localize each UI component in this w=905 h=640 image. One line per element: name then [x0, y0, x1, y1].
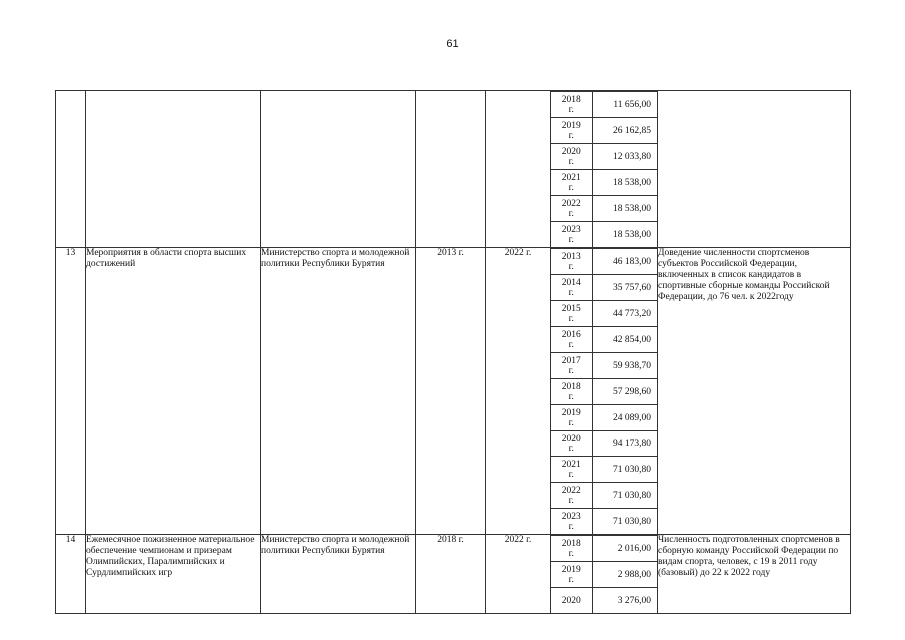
funding-year — [551, 275, 592, 301]
funding-year — [551, 249, 592, 275]
funding-year-row — [551, 327, 657, 353]
funding-year-suffix: г. — [568, 313, 574, 324]
funding-by-year — [551, 91, 658, 248]
funding-amount: 57 298,60 — [592, 379, 657, 405]
funding-year-value: 2022 — [561, 485, 581, 496]
funding-amount: 18 538,00 — [592, 222, 657, 248]
measure-end-date — [486, 91, 551, 248]
funding-year — [551, 379, 592, 405]
measure-start-date: 2018 г. — [416, 535, 486, 614]
funding-year-suffix: г. — [568, 130, 574, 141]
funding-amount: 44 773,20 — [592, 301, 657, 327]
table-row — [56, 535, 851, 614]
funding-amount: 94 173,80 — [592, 431, 657, 457]
measure-executor: Министерство спорта и молодежной политики Республики Бурятия — [261, 248, 416, 535]
funding-amount: 71 030,80 — [592, 483, 657, 509]
funding-year-value: 2020 — [561, 433, 581, 444]
funding-year-row — [551, 431, 657, 457]
funding-year-row — [551, 222, 657, 248]
funding-by-year — [551, 248, 658, 535]
funding-year — [551, 301, 592, 327]
funding-year-value: 2017 — [561, 355, 581, 366]
funding-year — [551, 327, 592, 353]
funding-year-row — [551, 353, 657, 379]
funding-year-row — [551, 170, 657, 196]
measure-number: 13 — [56, 248, 86, 535]
funding-year — [551, 536, 592, 562]
funding-year-suffix: г. — [568, 234, 574, 245]
measure-name — [86, 91, 261, 248]
funding-year-value: 2023 — [561, 511, 581, 522]
measure-name: Мероприятия в области спорта высших достижений — [86, 248, 261, 535]
measure-executor: Министерство спорта и молодежной политики Республики Бурятия — [261, 535, 416, 614]
funding-year-suffix: г. — [568, 261, 574, 272]
measure-end-date: 2022 г. — [486, 248, 551, 535]
funding-year-row — [551, 144, 657, 170]
funding-year-suffix: г. — [568, 495, 574, 506]
funding-year-row — [551, 562, 657, 588]
measure-name: Ежемесячное пожизненное материальное обеспечение чемпионам и призерам Олимпийских, Паралимпийских и Сурдлимпийских игр — [86, 535, 261, 614]
funding-year-row — [551, 536, 657, 562]
funding-year-value: 2021 — [561, 172, 581, 183]
funding-year — [551, 431, 592, 457]
funding-year — [551, 562, 592, 588]
funding-year — [551, 509, 592, 535]
funding-year-value: 2022 — [561, 198, 581, 209]
funding-year-suffix: г. — [568, 339, 574, 350]
funding-amount: 2 016,00 — [592, 536, 657, 562]
funding-year-value: 2014 — [561, 277, 581, 288]
funding-amount: 59 938,70 — [592, 353, 657, 379]
funding-amount: 18 538,00 — [592, 170, 657, 196]
funding-amount: 2 988,00 — [592, 562, 657, 588]
measure-start-date: 2013 г. — [416, 248, 486, 535]
funding-year-suffix: г. — [568, 574, 574, 585]
funding-year-suffix: г. — [568, 417, 574, 428]
funding-year — [551, 170, 592, 196]
funding-year-value: 2018 — [561, 538, 581, 549]
funding-amount: 11 656,00 — [592, 92, 657, 118]
funding-year-value: 2019 — [561, 120, 581, 131]
funding-year-suffix: г. — [568, 469, 574, 480]
table-row — [56, 91, 851, 248]
funding-by-year — [551, 535, 658, 614]
funding-year — [551, 196, 592, 222]
funding-year — [551, 353, 592, 379]
funding-year — [551, 405, 592, 431]
expected-result: Численность подготовленных спортсменов в сборную команду Российской Федерации по видам спорта, человек, с 19 в 2011 году (базовый) до 22 к 2022 году — [658, 535, 851, 614]
funding-amount: 71 030,80 — [592, 509, 657, 535]
funding-year-suffix: г. — [568, 182, 574, 193]
funding-year-value: 2016 — [561, 329, 581, 340]
funding-year-value: 2018 — [561, 381, 581, 392]
funding-amount: 3 276,00 — [592, 588, 657, 614]
funding-year-suffix: г. — [568, 156, 574, 167]
funding-year-row — [551, 249, 657, 275]
funding-year-row — [551, 275, 657, 301]
funding-year-row — [551, 405, 657, 431]
funding-amount: 26 162,85 — [592, 118, 657, 144]
funding-year-value: 2018 — [561, 94, 581, 105]
funding-year-suffix: г. — [568, 104, 574, 115]
funding-year-value: 2013 — [561, 251, 581, 262]
funding-year-value: 2015 — [561, 303, 581, 314]
funding-year-value: 2019 — [561, 407, 581, 418]
funding-amount: 71 030,80 — [592, 457, 657, 483]
funding-year-row — [551, 509, 657, 535]
funding-year-value: 2019 — [561, 564, 581, 575]
funding-year-row — [551, 457, 657, 483]
funding-amount: 18 538,00 — [592, 196, 657, 222]
funding-year-row — [551, 379, 657, 405]
funding-year-suffix: г. — [568, 365, 574, 376]
funding-amount: 46 183,00 — [592, 249, 657, 275]
funding-amount: 42 854,00 — [592, 327, 657, 353]
funding-year-suffix: г. — [568, 521, 574, 532]
funding-year-value: 2021 — [561, 459, 581, 470]
funding-amount: 35 757,60 — [592, 275, 657, 301]
funding-year — [551, 457, 592, 483]
funding-year-value: 2020 — [561, 146, 581, 157]
page-number: 61 — [446, 38, 459, 50]
funding-year — [551, 92, 592, 118]
funding-year — [551, 588, 592, 614]
expected-result: Доведение численности спортсменов субъектов Российской Федерации, включенных в список кандидатов в спортивные сборные команды Российской Федерации, до 76 чел. к 2022году — [658, 248, 851, 535]
funding-year-suffix: г. — [568, 391, 574, 402]
funding-year-row — [551, 118, 657, 144]
measure-end-date: 2022 г. — [486, 535, 551, 614]
funding-year — [551, 144, 592, 170]
funding-year-value: 2023 — [561, 224, 581, 235]
funding-year-row — [551, 588, 657, 614]
funding-year — [551, 222, 592, 248]
funding-year-suffix: г. — [568, 443, 574, 454]
expected-result — [658, 91, 851, 248]
funding-year — [551, 483, 592, 509]
funding-year-row — [551, 483, 657, 509]
measure-number — [56, 91, 86, 248]
funding-year-suffix: г. — [568, 548, 574, 559]
program-measures-table — [55, 90, 851, 614]
funding-year-suffix: г. — [568, 208, 574, 219]
measure-start-date — [416, 91, 486, 248]
funding-amount: 24 089,00 — [592, 405, 657, 431]
measure-number: 14 — [56, 535, 86, 614]
funding-year — [551, 118, 592, 144]
funding-year-row — [551, 196, 657, 222]
funding-year-suffix: г. — [568, 287, 574, 298]
funding-year-value: 2020 — [561, 595, 581, 606]
funding-year-row — [551, 301, 657, 327]
funding-amount: 12 033,80 — [592, 144, 657, 170]
measure-executor — [261, 91, 416, 248]
table-row — [56, 248, 851, 535]
funding-year-row — [551, 92, 657, 118]
